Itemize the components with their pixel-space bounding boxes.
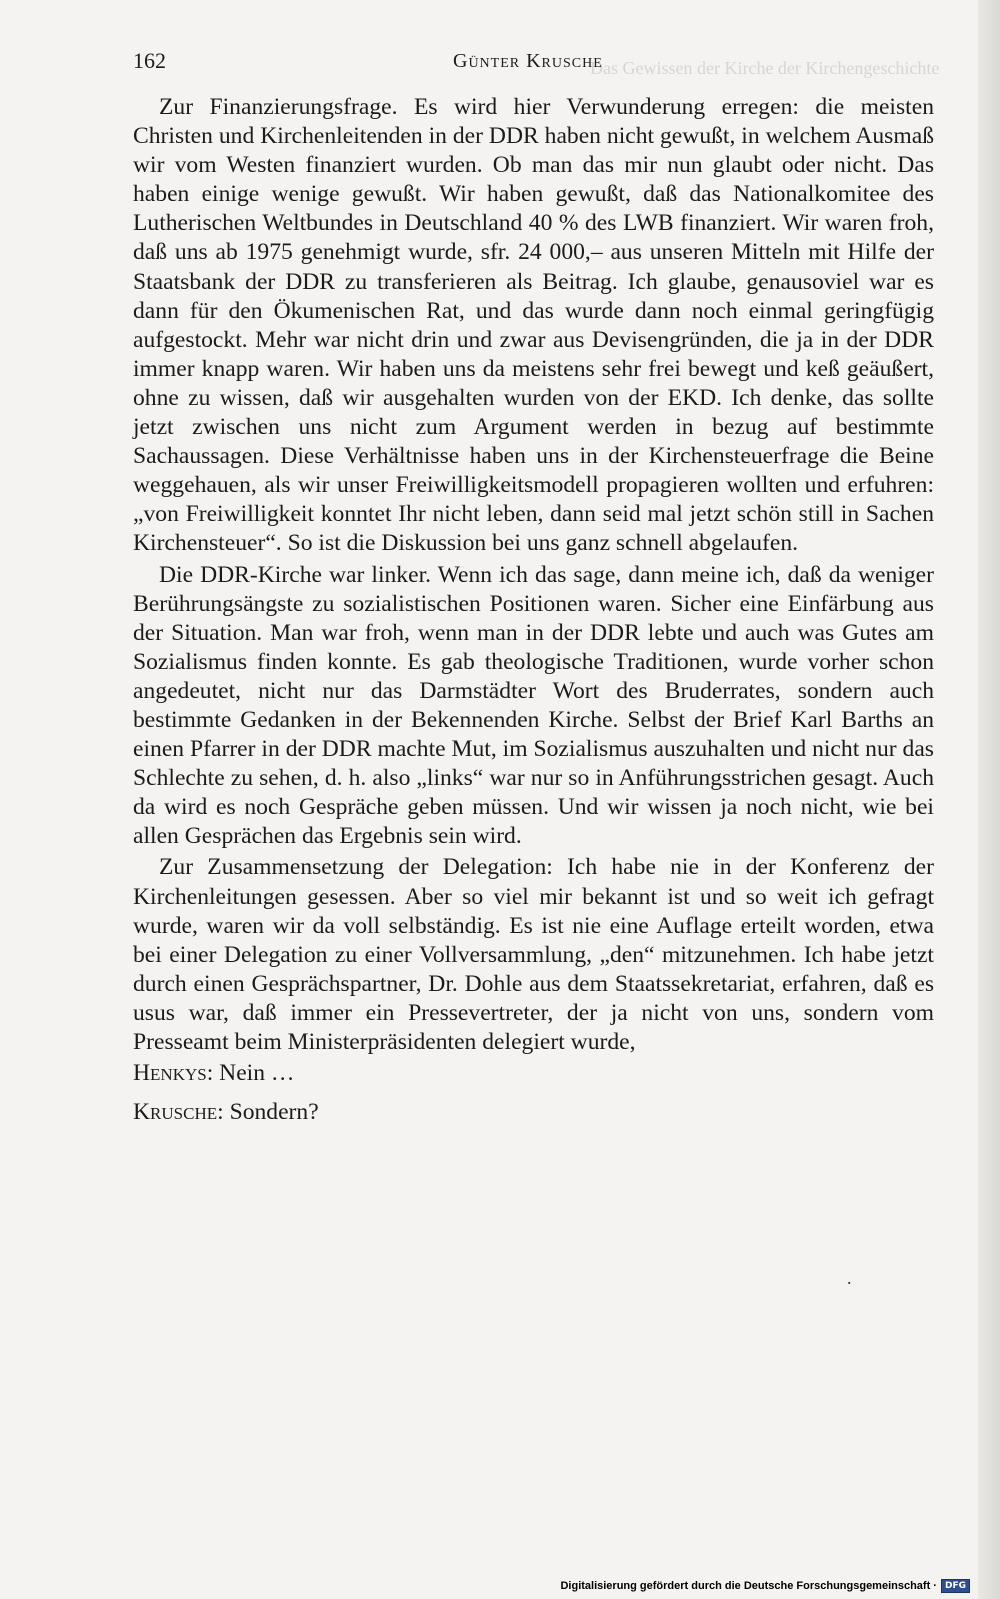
dfg-logo-icon: DFG xyxy=(941,1579,970,1593)
footer-text: Digitalisierung gefördert durch die Deutsche Forschungsgemeinschaft · xyxy=(560,1580,937,1592)
speaker-name: Krusche: xyxy=(133,1099,224,1126)
dialogue-text: Nein … xyxy=(213,1060,295,1087)
body-text xyxy=(133,93,934,1127)
paragraph-financing: Zur Finanzierungsfrage. Es wird hier Verwunderung erregen: die meisten Christen und Kirchenleitenden in der DDR haben nicht gewußt, in welchem Ausmaß wir vom Westen finanziert wurden. Ob man das mir nun glaubt oder nicht. Das haben einige wenige gewußt. Wir haben gewußt, daß das Nationalkomitee des Lutherischen Weltbundes in Deutschland 40 % des LWB finanziert. Wir waren froh, daß uns ab 1975 genehmigt wurde, sfr. 24 000,– aus unseren Mitteln mit Hilfe der Staatsbank der DDR zu transferieren als Beitrag. Ich glaube, genausoviel war es dann für den Ökumenischen Rat, und das wurde dann noch einmal geringfügig aufgestockt. Mehr war nicht drin und zwar aus Devisengründen, die ja in der DDR immer knapp waren. Wir haben uns da meistens sehr frei bewegt und keß geäußert, ohne zu wissen, daß wir ausgehalten wurden von der EKD. Ich denke, das sollte jetzt zwischen uns nicht zum Argument werden in bezug auf bestimmte Sachaussagen. Diese Verhältnisse haben uns in der Kirchensteuerfrage die Beine weggehauen, als wir unser Freiwilligkeitsmodell propagieren wollten und erfuhren: „von Freiwilligkeit konntet Ihr nicht leben, dann seid mal jetzt schön still in Sachen Kirchensteuer“. So ist die Diskussion bei uns ganz schnell abgelaufen. xyxy=(133,94,934,557)
page-header xyxy=(133,48,934,78)
dialogue-line-krusche xyxy=(133,1098,934,1127)
digitization-footer xyxy=(560,1577,970,1595)
page-number: 162 xyxy=(133,48,166,73)
stray-mark: . xyxy=(847,1268,852,1288)
paragraph-ddr-church: Die DDR-Kirche war linker. Wenn ich das sage, dann meine ich, daß da weniger Berührungsängste zu sozialistischen Positionen waren. Sicher eine Einfärbung aus der Situation. Man war froh, wenn man in der DDR lebte und auch was Gutes am Sozialismus finden konnte. Es gab theologische Traditionen, wurde vorher schon angedeutet, nicht nur das Darmstädter Wort des Bruderrates, sondern auch bestimmte Gedanken in der Bekennenden Kirche. Selbst der Brief Karl Barths an einen Pfarrer in der DDR machte Mut, im Sozialismus auszuhalten und nicht nur das Schlechte zu sehen, d. h. also „links“ war nur so in Anführungsstrichen gesagt. Auch da wird es noch Gespräche geben müssen. Und wir wissen ja noch nicht, wie bei allen Gesprächen das Ergebnis sein wird. xyxy=(133,561,934,850)
dialogue-text: Sondern? xyxy=(223,1099,319,1126)
speaker-name: Henkys: xyxy=(133,1060,214,1087)
bleed-through-text: Das Gewissen der Kirche der Kirchengeschichte xyxy=(590,58,940,78)
dialogue-line-henkys xyxy=(133,1059,934,1088)
page-edge-shadow xyxy=(978,0,1000,1599)
running-head: Günter Krusche xyxy=(453,50,603,72)
paragraph-delegation: Zur Zusammensetzung der Delegation: Ich habe nie in der Konferenz der Kirchenleitungen gesessen. Aber so viel mir bekannt ist und so weit ich gefragt wurde, waren wir da voll selbständig. Es ist nie eine Auflage erteilt worden, etwa bei einer Delegation zu einer Vollversammlung, „den“ mitzunehmen. Ich habe jetzt durch einen Gesprächspartner, Dr. Dohle aus dem Staatssekretariat, erfahren, daß es usus war, daß immer ein Pressevertreter, der ja nicht von uns, sondern vom Presseamt beim Ministerpräsidenten delegiert wurde, xyxy=(133,854,934,1055)
